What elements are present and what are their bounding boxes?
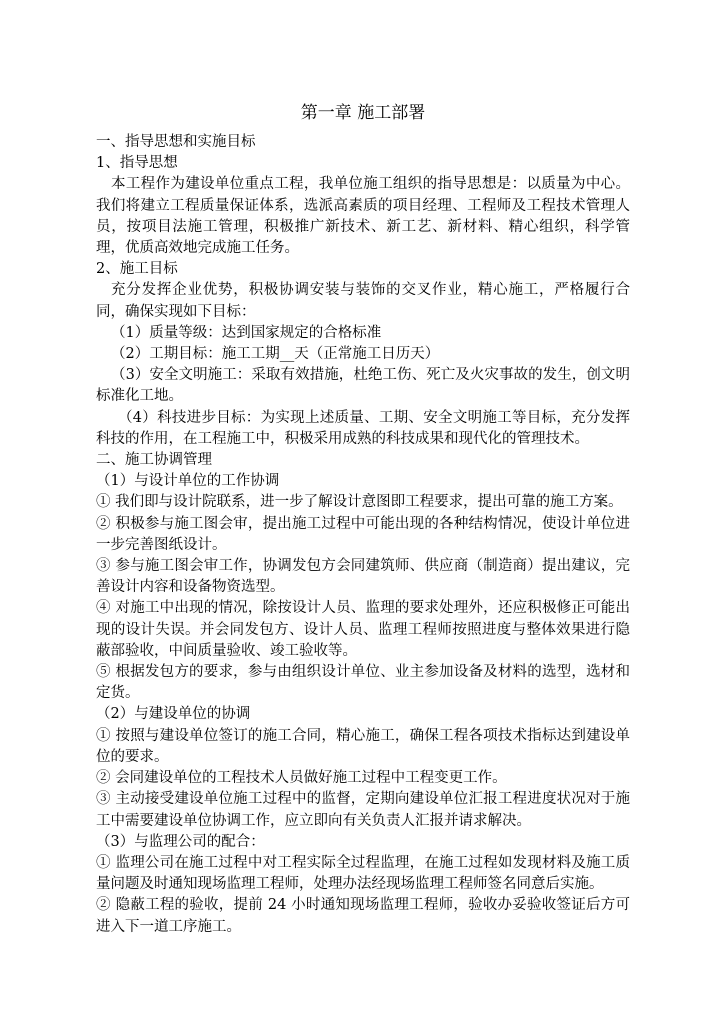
list-item: ② 积极参与施工图会审，提出施工过程中可能出现的各种结构情况，使设计单位进一步完善图纸设计。 xyxy=(96,515,630,553)
goal-quality: （1）质量等级：达到国家规定的合格标准 xyxy=(111,324,382,341)
subsection-heading-guiding-ideology: 1、指导思想 xyxy=(96,155,178,172)
list-item: ④ 对施工中出现的情况，除按设计人员、监理的要求处理外，还应积极修正可能出现的设计失误。并会同发包方、设计人员、监理工程师按照进度与整体效果进行隐蔽部验收，中间质量验收、竣工验收等。 xyxy=(96,600,630,659)
document-page xyxy=(96,100,630,938)
goal-technology: （4）科技进步目标：为实现上述质量、工期、安全文明施工等目标，充分发挥科技的作用，在工程施工中，积极采用成熟的科技成果和现代化的管理技术。 xyxy=(96,409,630,447)
paragraph-construction-goals: 充分发挥企业优势，积极协调安装与装饰的交叉作业，精心施工，严格履行合同，确保实现如下目标： xyxy=(96,282,630,320)
list-item: ⑤ 根据发包方的要求，参与由组织设计单位、业主参加设备及材料的选型，选材和定货。 xyxy=(96,664,630,702)
page-title: 第一章 施工部署 xyxy=(300,103,426,123)
goal-safety: （3）安全文明施工：采取有效措施，杜绝工伤、死亡及火灾事故的发生，创文明标准化工地。 xyxy=(96,367,630,405)
list-item: ③ 参与施工图会审工作，协调发包方会同建筑师、供应商（制造商）提出建议，完善设计内容和设备物资选型。 xyxy=(96,558,630,596)
list-item: ① 按照与建设单位签订的施工合同，精心施工，确保工程各项技术指标达到建设单位的要求。 xyxy=(96,727,630,765)
section-heading-2: 二、施工协调管理 xyxy=(96,452,212,469)
paragraph-guiding-ideology: 本工程作为建设单位重点工程，我单位施工组织的指导思想是：以质量为中心。我们将建立工程质量保证体系，选派高素质的项目经理、工程师及工程技术管理人员，按项目法施工管理，积极推广新技术、新工艺、新材料、精心组织，科学管理，优质高效地完成施工任务。 xyxy=(96,176,630,257)
subsection-heading-construction-goals: 2、施工目标 xyxy=(96,261,178,278)
goal-schedule: （2）工期目标：施工工期__天（正常施工日历天） xyxy=(111,346,440,363)
list-item: ① 监理公司在施工过程中对工程实际全过程监理，在施工过程如发现材料及施工质量问题及时通知现场监理工程师，处理办法经现场监理工程师签名同意后实施。 xyxy=(96,854,630,893)
subsection-heading-client-coordination: （2）与建设单位的协调 xyxy=(96,706,251,723)
subsection-heading-design-coordination: （1）与设计单位的工作协调 xyxy=(96,473,280,490)
list-item: ③ 主动接受建设单位施工过程中的监督，定期向建设单位汇报工程进度状况对于施工中需要建设单位协调工作，应立即向有关负责人汇报并请求解决。 xyxy=(96,791,630,829)
section-heading-1: 一、指导思想和实施目标 xyxy=(96,134,256,150)
subsection-heading-supervision-cooperation: （3）与监理公司的配合： xyxy=(96,833,265,850)
list-item: ② 会同建设单位的工程技术人员做好施工过程中工程变更工作。 xyxy=(96,770,507,787)
list-item: ① 我们即与设计院联系，进一步了解设计意图即工程要求，提出可靠的施工方案。 xyxy=(96,494,623,511)
list-item: ② 隐蔽工程的验收，提前 24 小时通知现场监理工程师，验收办妥验收签证后方可进入下一道工序施工。 xyxy=(96,897,630,935)
